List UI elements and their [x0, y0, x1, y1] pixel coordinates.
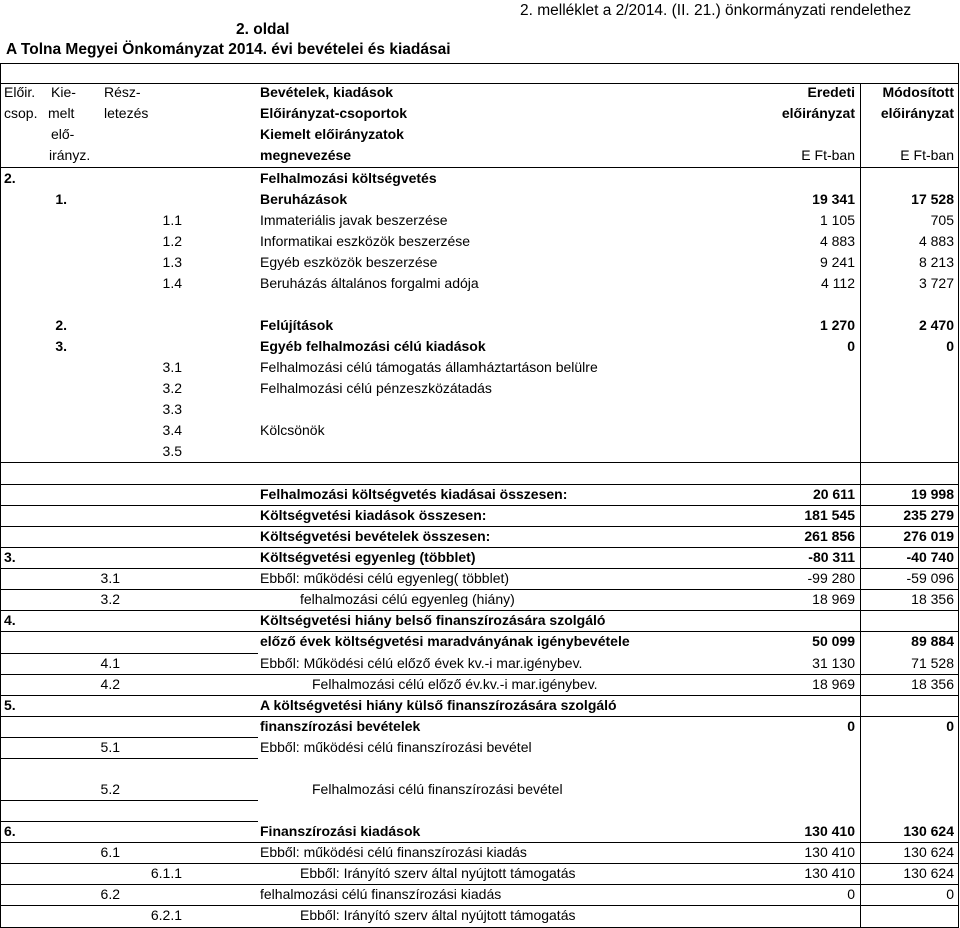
- header-top-border: [0, 83, 958, 84]
- row-modified-amount: 130 624: [903, 865, 954, 881]
- row-description: Felhalmozási költségvetés kiadásai összesen:: [260, 486, 568, 502]
- row-original-amount: 130 410: [804, 823, 855, 839]
- table-row: [0, 610, 960, 631]
- row-description: előző évek költségvetési maradványának igénybevétele: [260, 633, 630, 649]
- row-description: felhalmozási célú egyenleg (hiány): [300, 591, 515, 607]
- document-title: A Tolna Megyei Önkományzat 2014. évi bevételei és kiadásai: [6, 41, 451, 58]
- row-description: Költségvetési bevételek összesen:: [260, 528, 491, 544]
- table-row: [0, 399, 960, 420]
- row-divider-left: [0, 653, 258, 654]
- table-row: [0, 252, 960, 273]
- row-code-b: 4.1: [100, 655, 120, 671]
- row-description: Ebből: működési célú finanszírozási kiadás: [260, 844, 527, 860]
- row-description: Beruházások: [260, 191, 348, 207]
- row-divider-left: [0, 821, 258, 822]
- column-divider: [860, 84, 861, 928]
- row-code-b: 3.2: [100, 591, 120, 607]
- row-description: felhalmozási célú finanszírozási kiadás: [260, 886, 502, 902]
- row-original-amount: 4 112: [821, 275, 855, 291]
- row-divider-left: [0, 674, 258, 675]
- row-code-b: 3.: [55, 338, 67, 354]
- table-row: [0, 842, 960, 863]
- row-divider-left: [0, 737, 258, 738]
- row-divider-left: [0, 568, 258, 569]
- row-original-amount: 31 130: [812, 655, 855, 671]
- row-modified-amount: 3 727: [918, 275, 954, 291]
- row-code-c: 3.5: [162, 443, 182, 459]
- column-header-d: Előirányzat-csoportok: [260, 105, 408, 121]
- row-description: Ebből: Működési célú előző évek kv.-i mar.igénybev.: [260, 655, 583, 671]
- row-description: Ebből: működési célú egyenleg( többlet): [260, 570, 510, 586]
- row-code-c: 1.3: [162, 254, 182, 270]
- table-row: [0, 884, 960, 905]
- table-left-border: [0, 63, 1, 928]
- row-description: Beruházás általános forgalmi adója: [260, 275, 479, 291]
- table-row: [0, 568, 960, 589]
- row-code-c: 3.4: [162, 422, 182, 438]
- row-modified-amount: -59 096: [906, 570, 954, 586]
- table-row: [0, 420, 960, 441]
- row-modified-amount: 17 528: [911, 191, 954, 207]
- row-modified-amount: -40 740: [906, 549, 954, 565]
- table-row: [0, 674, 960, 695]
- row-modified-amount: 705: [930, 212, 954, 228]
- table-row: [0, 526, 960, 547]
- row-divider-left: [0, 758, 258, 759]
- row-description: Felhalmozási költségvetés: [260, 170, 437, 186]
- row-original-amount: 9 241: [819, 254, 855, 270]
- header-bottom-border: [0, 167, 958, 168]
- row-divider-left: [0, 610, 258, 611]
- row-divider-left: [0, 800, 258, 801]
- row-original-amount: 19 341: [812, 191, 855, 207]
- row-description: Költségvetési egyenleg (többlet): [260, 549, 476, 565]
- row-original-amount: 4 883: [819, 233, 855, 249]
- row-description: Ebből: Irányító szerv által nyújtott támogatás: [300, 907, 576, 923]
- row-original-amount: 20 611: [812, 486, 855, 502]
- table-row: [0, 357, 960, 378]
- row-original-amount: 1 105: [819, 212, 855, 228]
- row-modified-amount: 130 624: [903, 844, 954, 860]
- row-modified-amount: 235 279: [903, 507, 954, 523]
- row-divider-left: [0, 695, 258, 696]
- row-code-c: 3.2: [162, 380, 182, 396]
- table-row: [0, 821, 960, 842]
- row-code-c: 3.1: [162, 359, 182, 375]
- table-row: [0, 547, 960, 568]
- row-original-amount: 18 969: [812, 676, 855, 692]
- table-row: [0, 210, 960, 231]
- page-number: 2. oldal: [236, 21, 290, 38]
- column-header-e: E Ft-ban: [801, 147, 855, 163]
- row-modified-amount: 71 528: [911, 655, 954, 671]
- table-row: [0, 441, 960, 462]
- column-header-a: csop.: [4, 105, 38, 121]
- row-divider-left: [0, 884, 258, 885]
- table-row: [0, 779, 960, 800]
- table-row: [0, 653, 960, 674]
- column-header-b: irányz.: [49, 147, 91, 163]
- row-original-amount: 181 545: [804, 507, 855, 523]
- row-original-amount: -99 280: [807, 570, 855, 586]
- column-header-f: előirányzat: [880, 105, 954, 121]
- column-header-d: Bevételek, kiadások: [260, 84, 394, 100]
- row-code-a: 2.: [4, 170, 16, 186]
- row-description: Felhalmozási célú előző év.kv.-i mar.igénybev.: [312, 676, 598, 692]
- row-code-b: 6.1: [100, 844, 120, 860]
- row-modified-amount: 18 356: [911, 591, 954, 607]
- row-modified-amount: 19 998: [911, 486, 954, 502]
- row-divider-left: [0, 589, 258, 590]
- table-row: [0, 168, 960, 189]
- table-right-border: [958, 63, 959, 928]
- row-divider-left: [0, 863, 258, 864]
- row-code-a: 3.: [4, 549, 16, 565]
- row-code-a: 6.: [4, 823, 16, 839]
- row-divider: [0, 716, 958, 717]
- row-description: Ebből: működési célú finanszírozási bevétel: [260, 739, 532, 755]
- table-row: [0, 905, 960, 926]
- table-row: [0, 505, 960, 526]
- column-header-d: Kiemelt előirányzatok: [260, 126, 404, 142]
- row-original-amount: 130 410: [804, 865, 855, 881]
- row-modified-amount: 0: [946, 338, 954, 354]
- row-divider-left: [0, 842, 258, 843]
- row-original-amount: 0: [847, 718, 855, 734]
- row-modified-amount: 2 470: [918, 317, 954, 333]
- row-code-b: 6.2: [100, 886, 120, 902]
- row-modified-amount: 4 883: [918, 233, 954, 249]
- table-row: [0, 863, 960, 884]
- table-row: [0, 631, 960, 652]
- row-code-a: 4.: [4, 612, 16, 628]
- table-row: [0, 336, 960, 357]
- row-description: Informatikai eszközök beszerzése: [260, 233, 471, 249]
- table-row: [0, 378, 960, 399]
- column-header-a: Előir.: [4, 84, 36, 100]
- row-description: Költségvetési hiány belső finanszírozására szolgáló: [260, 612, 606, 628]
- row-code-b: 5.1: [100, 739, 120, 755]
- row-original-amount: 261 856: [804, 528, 855, 544]
- row-original-amount: -80 311: [808, 549, 855, 565]
- row-description: Felhalmozási célú támogatás államháztartáson belülre: [260, 359, 598, 375]
- row-code-a: 5.: [4, 697, 16, 713]
- table-row: [0, 716, 960, 737]
- row-description: Ebből: Irányító szerv által nyújtott támogatás: [300, 865, 576, 881]
- table-row: [0, 737, 960, 758]
- section-separator: [0, 462, 958, 463]
- row-description: Költségvetési kiadások összesen:: [260, 507, 487, 523]
- table-row: [0, 695, 960, 716]
- row-description: finanszírozási bevételek: [260, 718, 421, 734]
- row-divider: [0, 505, 958, 506]
- row-modified-amount: 18 356: [911, 676, 954, 692]
- table-top-border: [0, 63, 958, 64]
- row-code-c: 1.4: [162, 275, 182, 291]
- row-description: Egyéb eszközök beszerzése: [260, 254, 438, 270]
- table-row: [0, 273, 960, 294]
- column-header-d: megnevezése: [260, 147, 352, 163]
- row-original-amount: 0: [847, 338, 855, 354]
- table-row: [0, 589, 960, 610]
- row-divider: [0, 547, 958, 548]
- row-divider: [0, 631, 958, 632]
- row-original-amount: 0: [847, 886, 855, 902]
- row-code-c: 6.1.1: [150, 865, 182, 881]
- row-code-b: 2.: [55, 317, 67, 333]
- column-header-f: Módosított: [882, 84, 954, 100]
- row-code-b: 3.1: [100, 570, 120, 586]
- row-modified-amount: 0: [946, 718, 954, 734]
- row-description: Felújítások: [260, 317, 334, 333]
- table-row: [0, 484, 960, 505]
- row-modified-amount: 130 624: [903, 823, 954, 839]
- row-description: Immateriális javak beszerzése: [260, 212, 448, 228]
- table-row: [0, 315, 960, 336]
- row-description: Finanszírozási kiadások: [260, 823, 421, 839]
- table-row: [0, 189, 960, 210]
- row-code-b: 4.2: [100, 676, 120, 692]
- row-description: Felhalmozási célú finanszírozási bevétel: [312, 781, 563, 797]
- row-code-c: 1.2: [162, 233, 182, 249]
- row-code-b: 5.2: [100, 781, 120, 797]
- column-header-b: elő-: [51, 126, 75, 142]
- section-separator: [0, 484, 958, 485]
- row-modified-amount: 276 019: [903, 528, 954, 544]
- annex-reference: 2. melléklet a 2/2014. (II. 21.) önkormányzati rendelethez: [520, 2, 912, 19]
- column-header-b: melt: [48, 105, 75, 121]
- row-original-amount: 1 270: [819, 317, 855, 333]
- row-modified-amount: 0: [946, 886, 954, 902]
- column-header-e: előirányzat: [781, 105, 855, 121]
- row-description: A költségvetési hiány külső finanszírozására szolgáló: [260, 697, 617, 713]
- row-description: Felhalmozási célú pénzeszközátadás: [260, 380, 492, 396]
- row-description: Kölcsönök: [260, 422, 325, 438]
- row-modified-amount: 89 884: [911, 633, 954, 649]
- row-original-amount: 18 969: [812, 591, 855, 607]
- row-code-c: 3.3: [162, 401, 182, 417]
- column-header-c: letezés: [104, 105, 149, 121]
- row-code-b: 1.: [55, 191, 67, 207]
- row-divider-left: [0, 905, 258, 906]
- row-original-amount: 130 410: [804, 844, 855, 860]
- column-header-f: E Ft-ban: [900, 147, 954, 163]
- row-code-c: 6.2.1: [150, 907, 182, 923]
- row-description: Egyéb felhalmozási célú kiadások: [260, 338, 486, 354]
- column-header-e: Eredeti: [807, 84, 855, 100]
- table-row: [0, 231, 960, 252]
- column-header-c: Rész-: [104, 84, 141, 100]
- row-modified-amount: 8 213: [918, 254, 954, 270]
- row-code-c: 1.1: [162, 212, 182, 228]
- column-header-b: Kie-: [51, 84, 76, 100]
- row-original-amount: 50 099: [812, 633, 855, 649]
- row-divider: [0, 526, 958, 527]
